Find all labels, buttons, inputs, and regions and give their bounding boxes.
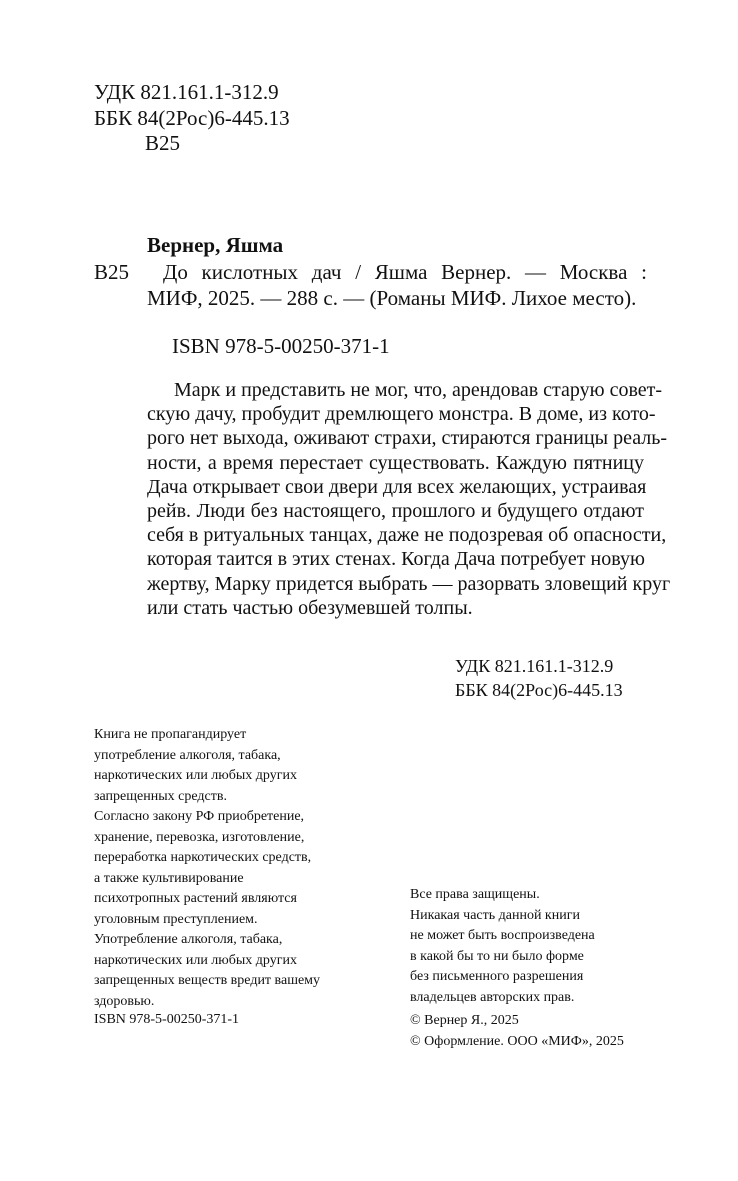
annotation-line: рейв. Люди без настоящего, прошлого и будущего отдают <box>147 499 644 522</box>
warning-line: Употребление алкоголя, табака, <box>94 932 283 947</box>
rights-line: без письменного разрешения <box>410 969 584 984</box>
warning-line: запрещенных веществ вредит вашему <box>94 973 321 988</box>
author-heading: Вернер, Яшма <box>147 233 284 257</box>
udk-code: УДК 821.161.1-312.9 <box>94 80 279 104</box>
isbn: ISBN 978-5-00250-371-1 <box>172 334 390 358</box>
warning-line: хранение, перевозка, изготовление, <box>94 829 305 845</box>
warning-line: употребление алкоголя, табака, <box>94 747 281 763</box>
bib-word: До <box>163 260 188 284</box>
warning-line: уголовным преступлением. <box>94 911 258 927</box>
rights-line: Все права защищены. <box>410 887 540 902</box>
bib-description-line-2: МИФ, 2025. — 288 с. — (Романы МИФ. Лихое место). <box>147 286 637 310</box>
warning-line: переработка наркотических средств, <box>94 850 312 865</box>
copyright-block <box>410 1011 624 1052</box>
author-index: В25 <box>145 131 181 155</box>
copyright-line: © Оформление. ООО «МИФ», 2025 <box>410 1033 624 1049</box>
warning-line: запрещенных средств. <box>94 788 227 804</box>
annotation-line: жертву, Марку придется выбрать — разорвать зловещий круг <box>147 572 671 595</box>
annotation-line: ности, а время перестает существовать. Каждую пятницу <box>147 451 644 474</box>
udc-block-top <box>94 79 290 131</box>
rights-line: владельцев авторских прав. <box>410 989 575 1005</box>
annotation-line: скую дачу, пробудит дремлющего монстра. В доме, из кото- <box>147 403 656 426</box>
udk-code: УДК 821.161.1-312.9 <box>455 656 614 676</box>
warning-line: психотропных растений являются <box>94 891 297 906</box>
bib-word: : <box>641 260 647 284</box>
bib-description-line-1 <box>163 259 647 285</box>
annotation-line: Марк и представить не мог, что, арендовав старую совет- <box>174 379 663 401</box>
bib-word: / <box>355 260 362 284</box>
bib-word: дач <box>311 260 342 284</box>
warning-line: здоровью. <box>94 993 155 1009</box>
bbk-code: ББК 84(2Рос)6-445.13 <box>94 106 290 130</box>
copyright-line: © Вернер Я., 2025 <box>410 1013 519 1028</box>
rights-notice <box>410 885 595 1008</box>
annotation-line: себя в ритуальных танцах, даже не подозревая об опасности, <box>147 524 667 547</box>
rights-line: Никакая часть данной книги <box>410 907 580 923</box>
bib-word: Вернер. <box>441 260 512 284</box>
bbk-code: ББК 84(2Рос)6-445.13 <box>455 680 623 700</box>
annotation-line: или стать частью обезумевшей толпы. <box>147 596 473 619</box>
warning-line: Согласно закону РФ приобретение, <box>94 809 305 824</box>
bib-word: кислотных <box>201 260 299 284</box>
warning-line: а также культивирование <box>94 870 244 886</box>
bib-word: Яшма <box>374 260 428 284</box>
isbn-footer: ISBN 978-5-00250-371-1 <box>94 1012 240 1027</box>
bib-author-index: В25 <box>94 260 130 284</box>
annotation-line: рого нет выхода, оживают страхи, стираются границы реаль- <box>147 427 668 450</box>
annotation-line: которая таится в этих стенах. Когда Дача потребует новую <box>147 548 645 571</box>
warning-line: Книга не пропагандирует <box>94 727 247 742</box>
bib-word: — <box>525 260 547 284</box>
bib-word: Москва <box>559 260 628 284</box>
rights-line: не может быть воспроизведена <box>410 928 595 943</box>
rights-line: в какой бы то ни было форме <box>410 948 584 964</box>
annotation-line: Дача открывает свои двери для всех желающих, устраивая <box>147 475 647 498</box>
udc-block-bottom <box>455 654 623 702</box>
legal-warning <box>94 725 320 1012</box>
warning-line: наркотических или любых других <box>94 952 297 968</box>
annotation <box>147 378 671 620</box>
warning-line: наркотических или любых других <box>94 768 297 783</box>
